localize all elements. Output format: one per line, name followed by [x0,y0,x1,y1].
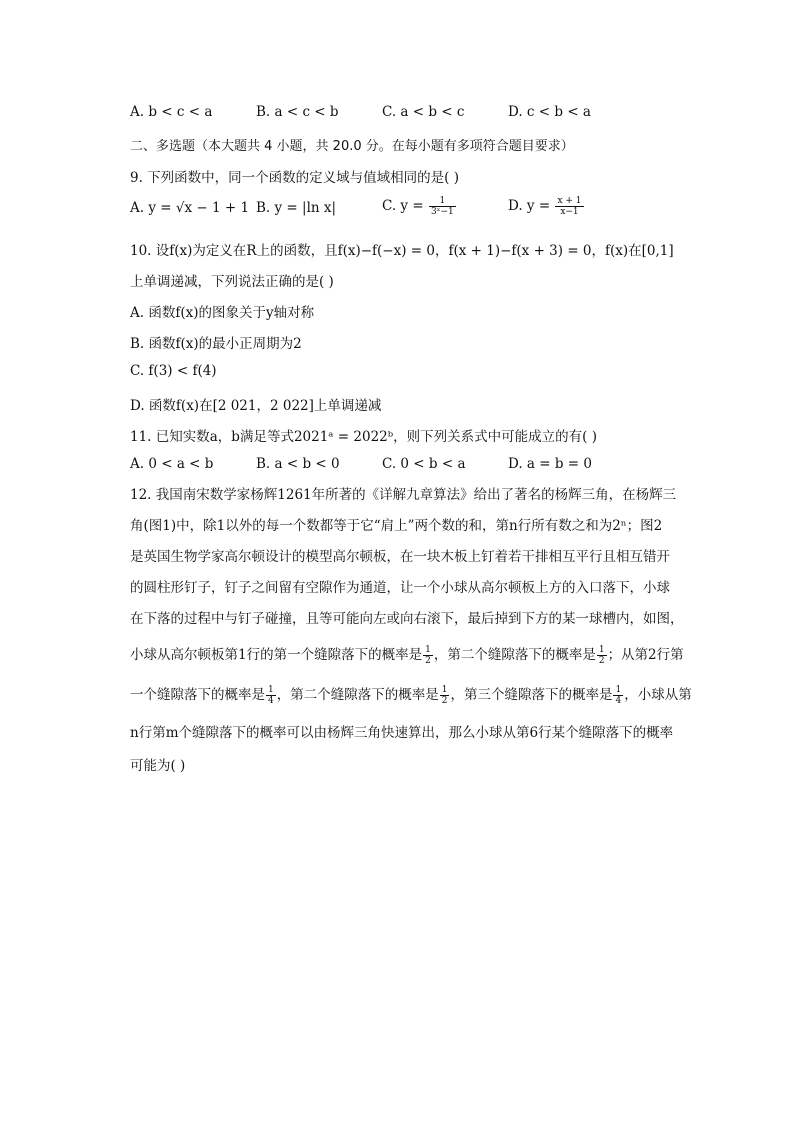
q11-option-d: D. a = b = 0 [508,456,592,472]
q9-option-c-prefix: C. y = [382,198,428,214]
fraction-one-quarter [613,685,623,706]
q9-option-d-fraction [555,196,583,217]
q12-line6-text-b: ，第二个缝隙落下的概率是 [433,647,596,663]
q12-line7-text-c: ，第三个缝隙落下的概率是 [450,687,613,703]
q12-line3: 是英国生物学家高尔顿设计的模型高尔顿板，在一块木板上钉着若干排相互平行且相互错开 [130,549,670,565]
q12-line7-text-a: 一个缝隙落下的概率是 [130,687,265,703]
fraction-numerator: x + 1 [557,196,582,206]
q11-option-c: C. 0 < b < a [382,456,466,472]
fraction-denominator: 4 [268,696,274,706]
q10-option-d: D. 函数f(x)在[2 021，2 022]上单调递减 [130,398,382,414]
fraction-numerator: 1 [425,645,431,655]
fraction-numerator: 1 [429,196,456,207]
fraction-denominator: 4 [615,696,622,706]
q8-option-a: A. b < c < a [130,104,213,120]
q12-line2: 角(图1)中，除1以外的每一个数都等于它“肩上”两个数的和，第n行所有数之和为2ⁿ；图2 [130,518,663,534]
fraction-numerator: 1 [615,685,622,695]
fraction-one-half [440,685,450,706]
q10-stem-line2: 上单调递减，下列说法正确的是( ) [130,274,334,290]
fraction-one-half [423,645,433,666]
q9-option-c [382,196,457,217]
q12-line9: 可能为( ) [130,758,186,774]
q10-option-a: A. 函数f(x)的图象关于y轴对称 [130,305,315,321]
q10-stem-line1: 10. 设f(x)为定义在R上的函数，且f(x)−f(−x) = 0，f(x + 1)−f(x + 3) = 0，f(x)在[0,1] [130,243,674,259]
q12-line5: 在下落的过程中与钉子碰撞，且等可能向左或向右滚下，最后掉到下方的某一球槽内，如图， [130,611,684,627]
q11-option-b: B. a < b < 0 [256,456,340,472]
q12-line7 [130,675,702,715]
fraction-denominator: 2 [425,656,431,666]
fraction-numerator: 1 [598,645,605,655]
q11-option-a: A. 0 < a < b [130,456,214,472]
q12-line6-text-a: 小球从高尔顿板第1行的第一个缝隙落下的概率是 [130,647,423,663]
q9-option-d [508,196,585,217]
fraction-denominator: x−1 [560,207,579,217]
q12-line7-text-b: ，第二个缝隙落下的概率是 [276,687,439,703]
q12-line1: 12. 我国南宋数学家杨辉1261年所著的《详解九章算法》给出了著名的杨辉三角，在杨辉三 [130,487,677,503]
fraction-one-half [597,645,607,666]
fraction-denominator: 3ˣ−1 [430,207,454,217]
q8-option-c: C. a < b < c [382,104,465,120]
q12-line4: 的圆柱形钉子，钉子之间留有空隙作为通道，让一个小球从高尔顿板上方的入口落下，小球 [130,580,670,596]
q12-line6 [130,635,702,675]
q8-option-b: B. a < c < b [256,104,339,120]
q12-paragraph [130,480,702,782]
q12-line7-text-d: ，小球从第 [624,687,692,703]
q9-option-b: B. y = |ln x| [256,200,337,216]
fraction-numerator: 1 [441,685,448,695]
fraction-denominator: 2 [598,656,605,666]
fraction-denominator: 2 [441,696,448,706]
q9-option-c-fraction [429,196,456,217]
q9-option-a: A. y = √x − 1 + 1 [130,200,250,216]
q10-option-b: B. 函数f(x)的最小正周期为2 [130,336,302,352]
fraction-numerator: 1 [268,685,274,695]
fraction-one-quarter [266,685,276,706]
q9-stem: 9. 下列函数中，同一个函数的定义域与值域相同的是( ) [130,170,459,186]
q10-option-c: C. f(3) < f(4) [130,363,217,379]
q11-stem: 11. 已知实数a，b满足等式2021ᵃ = 2022ᵇ，则下列关系式中可能成立的有( ) [130,429,597,445]
q12-line6-text-c: ；从第2行第 [607,647,684,663]
q12-line8: n行第m个缝隙落下的概率可以由杨辉三角快速算出，那么小球从第6行某个缝隙落下的概率 [130,725,674,741]
q9-option-d-prefix: D. y = [508,198,555,214]
q8-option-d: D. c < b < a [508,104,591,120]
section-header: 二、多选题（本大题共 4 小题，共 20.0 分。在每小题有多项符合题目要求） [130,139,574,154]
